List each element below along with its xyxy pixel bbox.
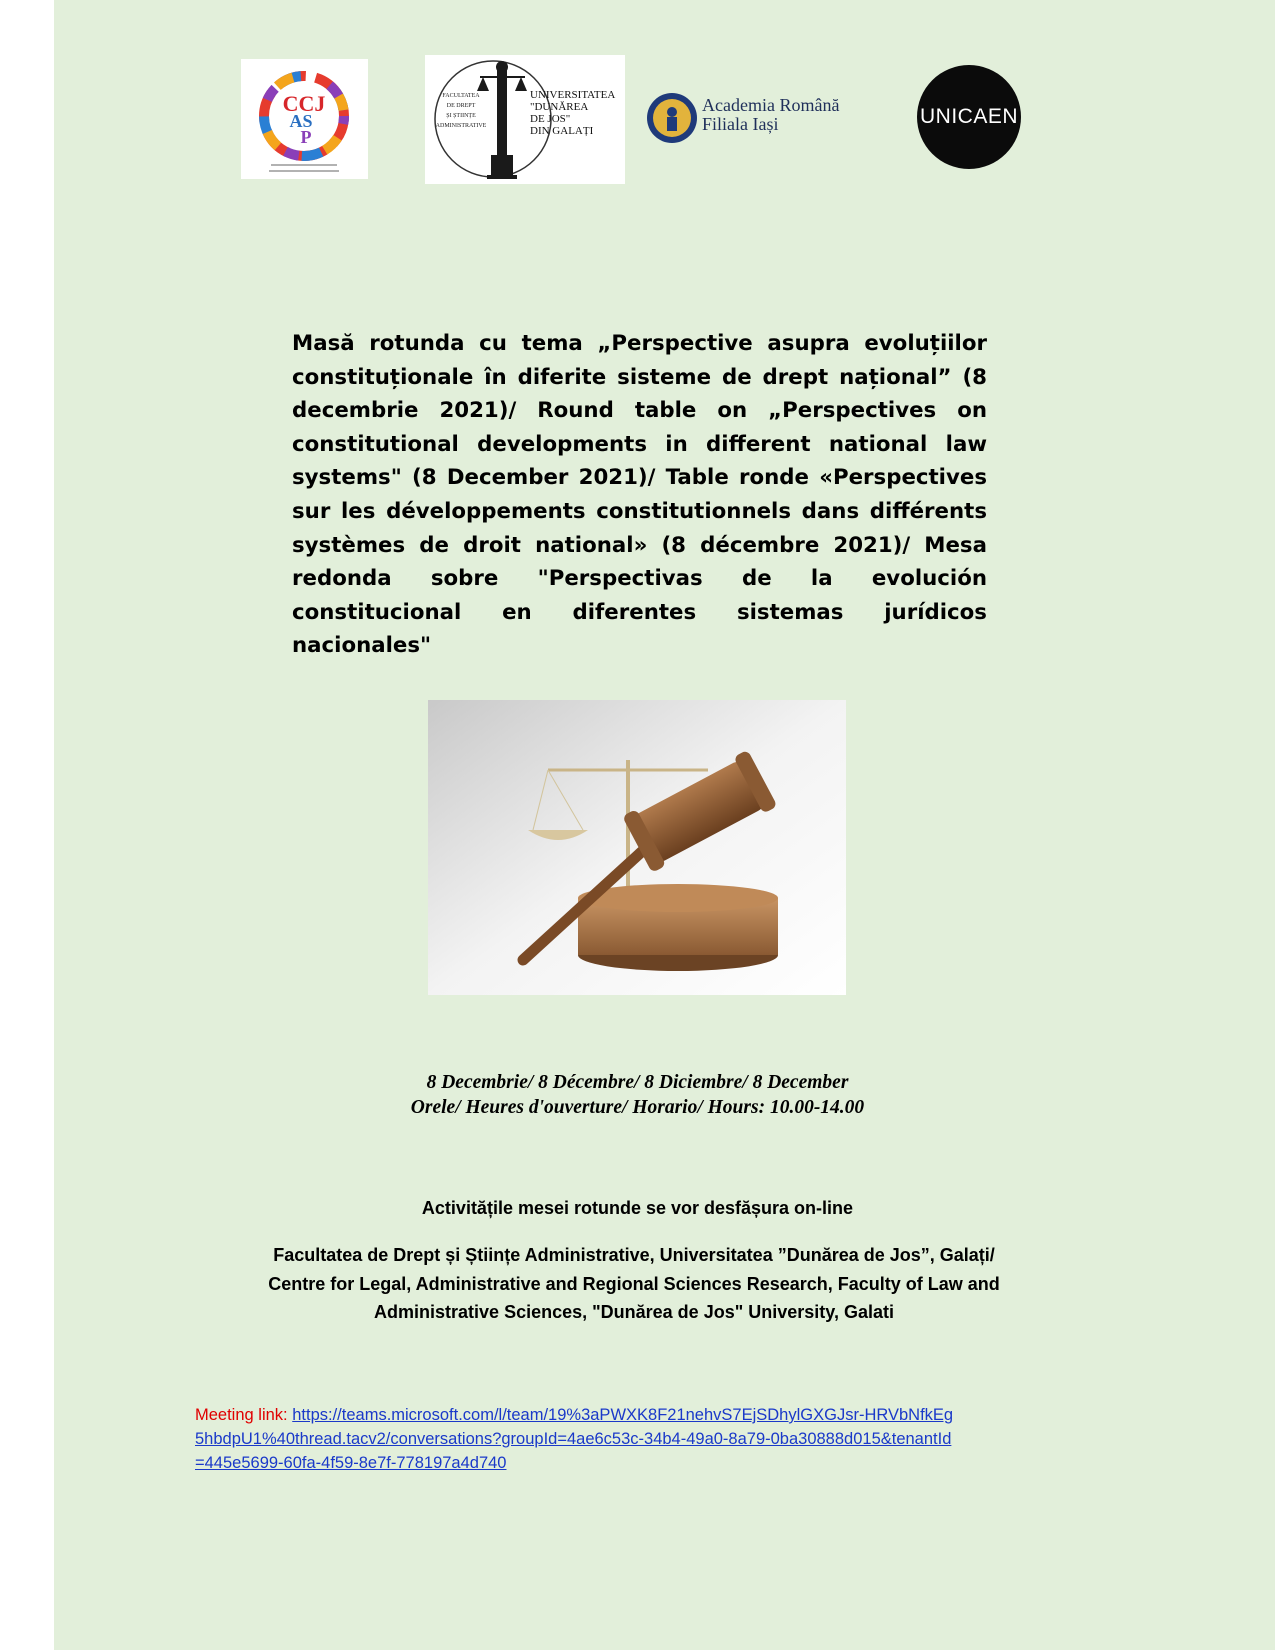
ugal-logo	[425, 55, 625, 184]
svg-text:CCJ: CCJ	[282, 91, 326, 116]
svg-text:P: P	[300, 127, 312, 147]
gavel-photo	[428, 700, 846, 995]
ugal-faculty-text: FACULTATEA DE DREPT ȘI ȘTIINȚE ADMINISTRATIVE	[435, 93, 487, 129]
organizer-line-2: Centre for Legal, Administrative and Regional Sciences Research, Faculty of Law and	[268, 1273, 1000, 1294]
meeting-link-block	[195, 1403, 955, 1475]
academia-romana-text: Academia Română Filiala Iași	[702, 95, 840, 134]
online-note: Activitățile mesei rotunde se vor desfășura on-line	[421, 1198, 854, 1218]
meeting-link[interactable]: https://teams.microsoft.com/l/team/19%3aPWXK8F21nehvS7EjSDhylGXGJsr-HRVbNfkEg5hbdpU1%40thread.tacv2/conversations?groupId=4ae6c53c-34b4-49a0-8a79-0ba30888d015&tenantId=445e5699-60fa-4f59-8e7f-778197a4d740	[195, 1406, 954, 1472]
unicaen-text: UNICAEN	[919, 105, 1018, 128]
page-title: Masă rotunda cu tema „Perspective asupra evoluțiilor constituționale în diferite sisteme de drept național” (8 decembrie 2021)/ Round table on „Perspectives on constitutional developments in different national law systems" (8 December 2021)/ Table ronde «Perspectives sur les développements constitutionnels dans différents systèmes de droit national» (8 décembre 2021)/ Mesa redonda sobre "Perspectivas de la evolución constitucional en diferentes sistemas jurídicos nacionales"	[292, 331, 987, 659]
date-line: 8 Decembrie/ 8 Décembre/ 8 Diciembre/ 8 December	[426, 1072, 849, 1093]
svg-text:AS: AS	[289, 111, 313, 131]
organizer-block	[230, 1241, 1038, 1327]
ccjasp-logo	[241, 59, 368, 179]
ugal-university-text: UNIVERSITATEA "DUNĂREA DE JOS" DIN GALAȚI	[530, 89, 616, 137]
organizer-line-1: Facultatea de Drept și Științe Administrative, Universitatea ”Dunărea de Jos”, Galați/	[273, 1245, 995, 1265]
event-dates	[0, 1070, 1275, 1120]
organizer-line-3: Administrative Sciences, "Dunărea de Jos" University, Galati	[374, 1302, 894, 1322]
unicaen-logo	[917, 65, 1021, 169]
academia-romana-logo	[646, 90, 866, 146]
hours-line: Orele/ Heures d'ouverture/ Horario/ Hours: 10.00-14.00	[410, 1097, 865, 1118]
meeting-link-label: Meeting link:	[195, 1406, 288, 1424]
